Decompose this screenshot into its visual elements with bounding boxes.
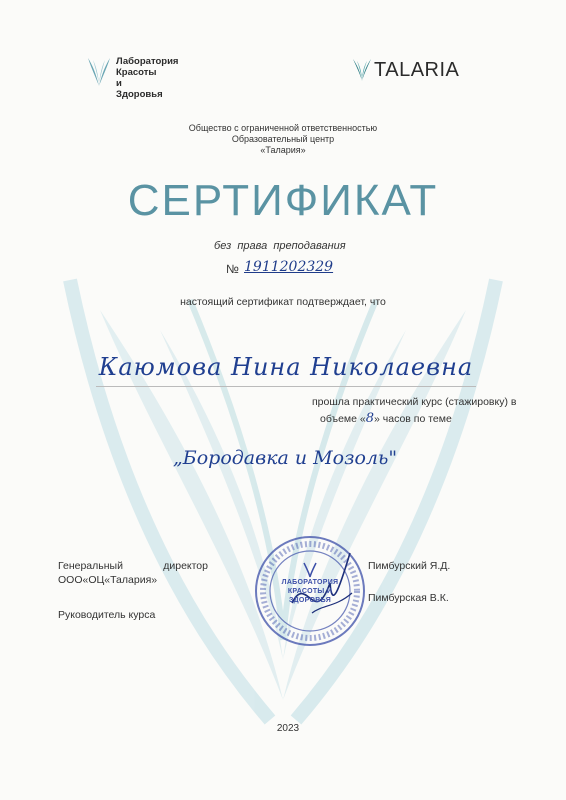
stamp-line-3: ЗДОРОВЬЯ xyxy=(288,597,332,604)
logo-left-line-2: Красоты xyxy=(116,67,157,78)
organization-block xyxy=(0,123,566,156)
director-org: ООО«ОЦ«Талария» xyxy=(58,574,158,586)
director-title-word-2: директор xyxy=(163,560,208,572)
course-head-title: Руководитель курса xyxy=(58,609,156,621)
number-label: № xyxy=(226,262,239,276)
logo-left-line-3: и xyxy=(116,78,122,89)
course-line-2-suffix: » часов по теме xyxy=(374,413,452,425)
organization-line-3: «Талария» xyxy=(260,145,306,155)
leaf-v-icon xyxy=(352,58,372,82)
logo-laboratory xyxy=(86,52,196,104)
course-hours: 8 xyxy=(365,411,375,426)
certificate-number: 1911202329 xyxy=(244,259,334,275)
director-title-word-1: Генеральный xyxy=(58,560,123,572)
certificate-year: 2023 xyxy=(276,723,300,734)
logo-left-line-4: Здоровья xyxy=(116,89,163,100)
confirm-text: настоящий сертификат подтверждает, что xyxy=(180,296,386,308)
course-line-1: прошла практический курс (стажировку) в xyxy=(312,396,517,408)
stamp-line-1: ЛАБОРАТОРИЯ xyxy=(281,579,339,586)
logo-talaria xyxy=(352,58,492,86)
certificate-subtitle: без права преподавания xyxy=(214,240,346,252)
stamp-line-2: КРАСОТЫ И xyxy=(287,588,333,595)
course-topic: „Бородавка и Мозоль" xyxy=(172,447,398,469)
name-underline xyxy=(96,386,476,387)
course-line-2 xyxy=(320,411,452,426)
director-title xyxy=(58,560,208,572)
logo-left-line-1: Лаборатория xyxy=(116,56,179,67)
recipient-name: Каюмова Нина Николаевна xyxy=(98,353,474,381)
organization-line-1: Общество с ограниченной ответственностью xyxy=(188,123,378,133)
course-head-name: Пимбурская В.К. xyxy=(368,592,449,604)
leaf-v-icon xyxy=(86,56,112,88)
logo-talaria-text: TALARIA xyxy=(374,59,460,81)
organization-line-2: Образовательный центр xyxy=(231,134,335,144)
official-stamp xyxy=(252,533,368,649)
director-name: Пимбурский Я.Д. xyxy=(368,560,451,572)
certificate-title: СЕРТИФИКАТ xyxy=(127,176,439,225)
course-line-2-prefix: объеме « xyxy=(320,413,366,425)
